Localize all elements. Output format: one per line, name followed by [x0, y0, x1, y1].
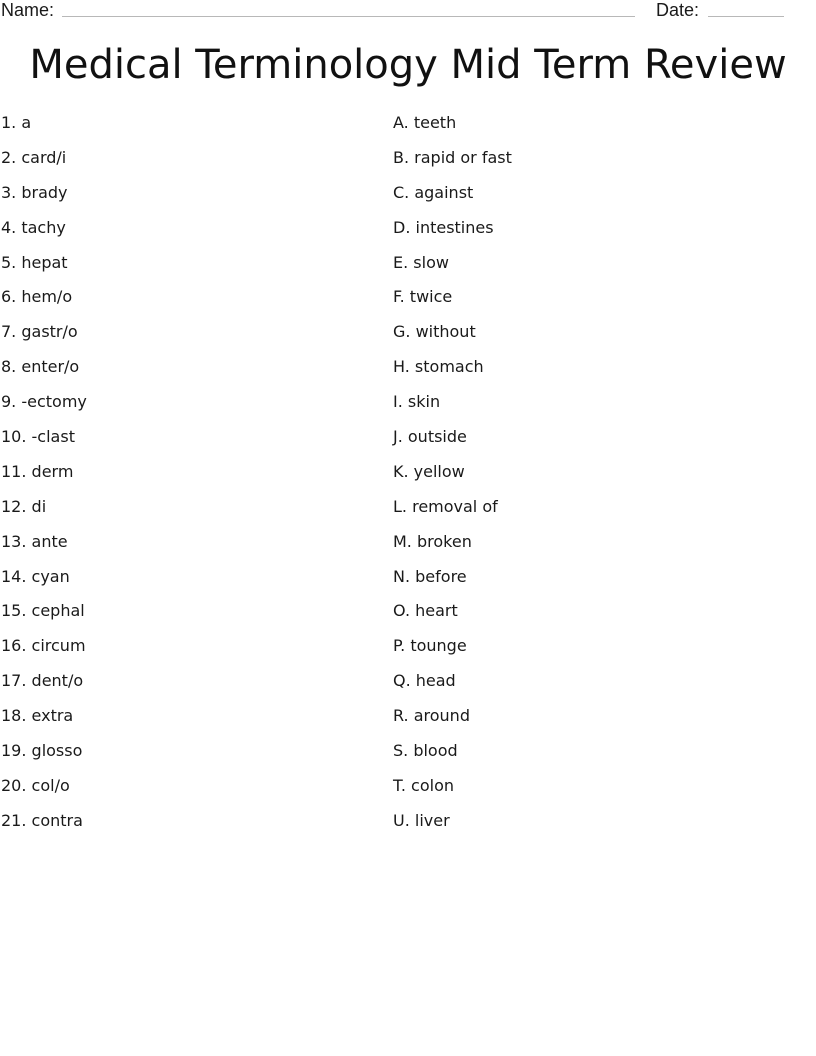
- term-item: 14. cyan: [1, 566, 70, 586]
- term-item: 8. enter/o: [1, 357, 80, 377]
- term-item: 20. col/o: [1, 775, 70, 795]
- definition-item: Q. head: [393, 671, 456, 691]
- definition-item: C. against: [393, 182, 474, 202]
- definition-item: O. heart: [393, 601, 458, 621]
- definition-item: D. intestines: [393, 217, 494, 237]
- term-item: 16. circum: [1, 636, 86, 656]
- term-item: 15. cephal: [1, 601, 85, 621]
- definition-item: N. before: [393, 566, 467, 586]
- definition-item: R. around: [393, 706, 470, 726]
- definition-item: H. stomach: [393, 357, 484, 377]
- term-item: 18. extra: [1, 706, 74, 726]
- definition-item: J. outside: [393, 427, 467, 447]
- term-item: 5. hepat: [1, 252, 68, 272]
- term-item: 13. ante: [1, 531, 68, 551]
- name-label: Name:: [1, 0, 55, 20]
- terms-list: [1, 112, 371, 845]
- definition-item: G. without: [393, 322, 476, 342]
- term-item: 3. brady: [1, 182, 68, 202]
- date-field-line[interactable]: [708, 16, 784, 17]
- name-field-line[interactable]: [62, 16, 635, 17]
- definitions-list: [393, 112, 793, 845]
- definition-item: U. liver: [393, 810, 450, 830]
- term-item: 17. dent/o: [1, 671, 84, 691]
- term-item: 2. card/i: [1, 147, 67, 167]
- definition-item: L. removal of: [393, 496, 498, 516]
- term-item: 21. contra: [1, 810, 83, 830]
- definition-item: B. rapid or fast: [393, 147, 512, 167]
- definition-item: A. teeth: [393, 113, 457, 132]
- definition-item: K. yellow: [393, 461, 465, 481]
- header-row: [0, 0, 816, 24]
- definition-item: S. blood: [393, 741, 458, 761]
- term-item: 4. tachy: [1, 217, 66, 237]
- definition-item: P. tounge: [393, 636, 467, 656]
- definition-item: I. skin: [393, 392, 441, 412]
- term-item: 11. derm: [1, 461, 74, 481]
- term-item: 12. di: [1, 496, 47, 516]
- term-item: 1. a: [1, 113, 32, 132]
- term-item: 9. -ectomy: [1, 392, 87, 412]
- definition-item: E. slow: [393, 252, 449, 272]
- term-item: 10. -clast: [1, 427, 75, 447]
- definition-item: M. broken: [393, 531, 472, 551]
- page-title: Medical Terminology Mid Term Review: [29, 42, 787, 88]
- term-item: 6. hem/o: [1, 287, 73, 307]
- definition-item: F. twice: [393, 287, 453, 307]
- definition-item: T. colon: [393, 775, 455, 795]
- date-label: Date:: [656, 0, 700, 20]
- term-item: 7. gastr/o: [1, 322, 78, 342]
- term-item: 19. glosso: [1, 741, 83, 761]
